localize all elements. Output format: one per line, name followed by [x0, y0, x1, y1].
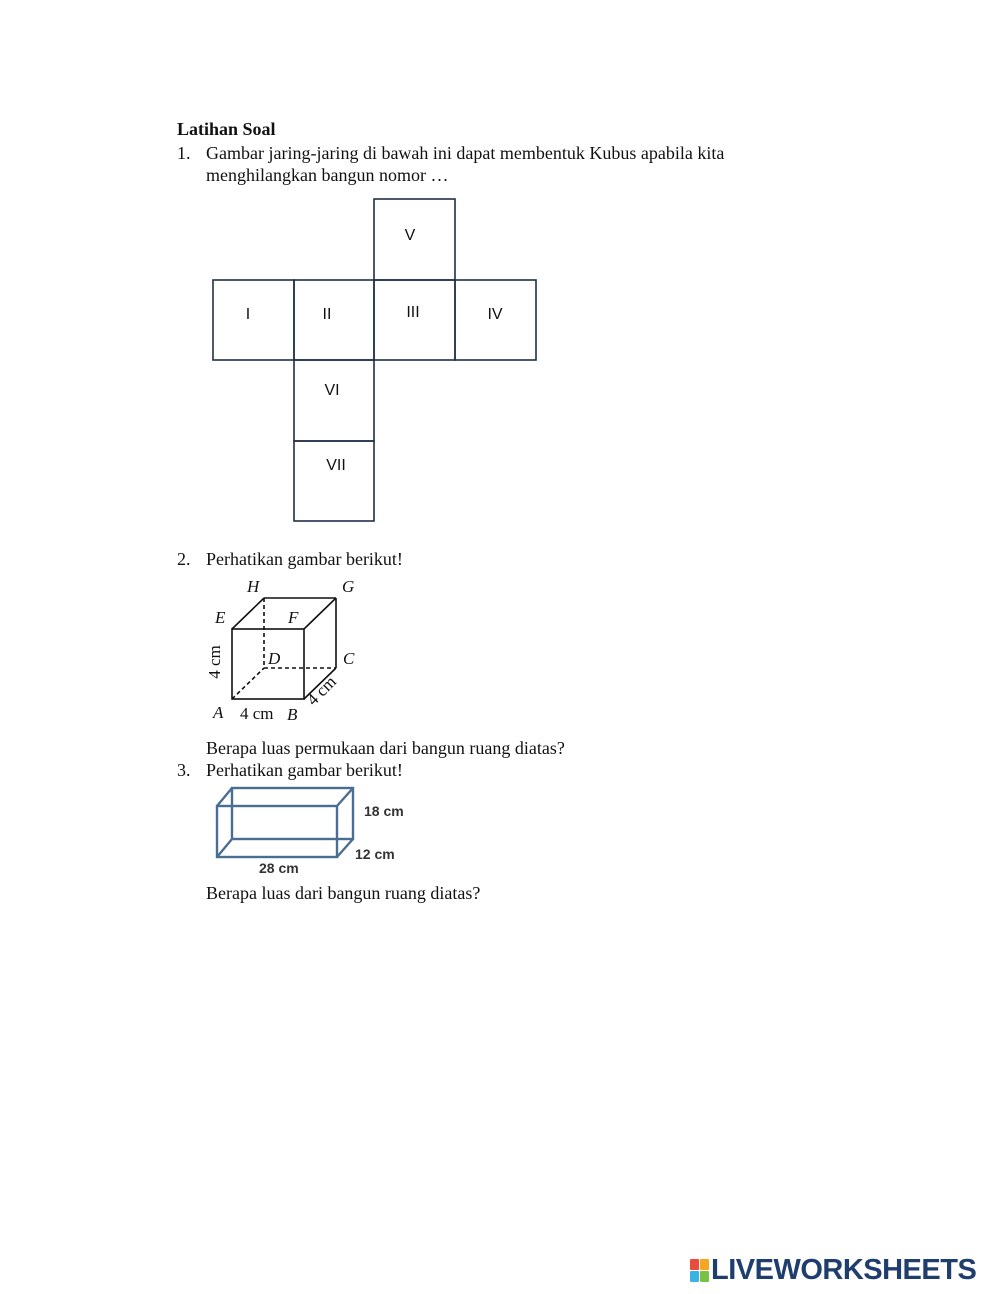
cube-dim-depth: 4 cm	[302, 672, 340, 710]
net-label-i: I	[245, 306, 251, 323]
net-label-iv: IV	[487, 306, 503, 323]
cube-dim-height: 4 cm	[204, 645, 224, 679]
cube-vertex-f: F	[288, 608, 299, 627]
q3-prompt: Perhatikan gambar berikut!	[206, 760, 403, 780]
q2-prompt: Perhatikan gambar berikut!	[206, 549, 403, 569]
q1-text-line2: menghilangkan bangun nomor …	[206, 165, 449, 185]
cube-vertex-g: G	[342, 577, 355, 596]
cube-vertex-h: H	[247, 577, 260, 596]
net-label-vi: VI	[324, 382, 340, 399]
q3-question: Berapa luas dari bangun ruang diatas?	[206, 883, 481, 903]
q1-number: 1.	[177, 143, 191, 163]
cube-dim-width: 4 cm	[240, 704, 274, 723]
q1-text-line1: Gambar jaring-jaring di bawah ini dapat membentuk Kubus apabila kita	[206, 143, 725, 163]
net-label-iii: III	[406, 304, 420, 321]
cube-vertex-b: B	[287, 705, 298, 724]
cube-vertex-c: C	[343, 649, 355, 668]
q3-number: 3.	[177, 760, 191, 780]
liveworksheets-logo	[690, 1253, 976, 1287]
net-label-v: V	[404, 227, 416, 244]
worksheet-title: Latihan Soal	[177, 119, 276, 139]
net-label-ii: II	[322, 306, 332, 323]
q2-number: 2.	[177, 549, 191, 569]
net-label-vii: VII	[326, 457, 346, 474]
cube-vertex-a: A	[213, 703, 224, 722]
cube-vertex-e: E	[215, 608, 226, 627]
liveworksheets-logo-icon	[690, 1259, 709, 1282]
cuboid-dim-height: 18 cm	[364, 803, 404, 819]
cuboid-dim-length: 28 cm	[259, 860, 299, 876]
cube-vertex-d: D	[268, 649, 281, 668]
cuboid-dim-depth: 12 cm	[355, 846, 395, 862]
q2-question: Berapa luas permukaan dari bangun ruang diatas?	[206, 738, 565, 758]
liveworksheets-logo-text: LIVEWORKSHEETS	[711, 1253, 977, 1286]
